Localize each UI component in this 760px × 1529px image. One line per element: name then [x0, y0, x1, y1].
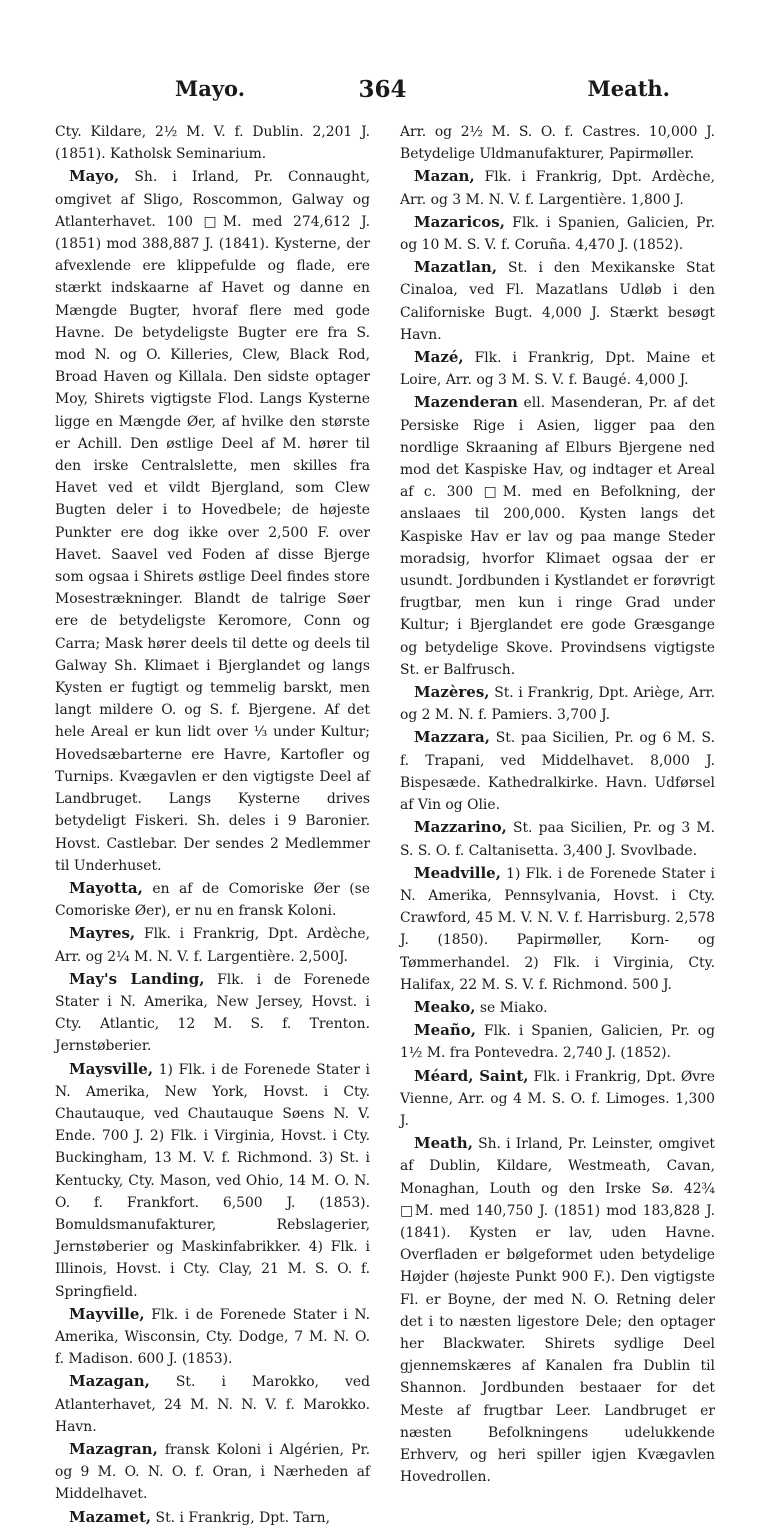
entry-text: Flk. i de Forenede Stater i N. Amerika, Wisconsin, Cty. Dodge, 7 M. N. O. f. Madison. 600 J. (1853).	[55, 1306, 370, 1368]
entry-text: 1) Flk. i de Forenede Stater i N. Amerika, Pennsylvania, Hovst. i Cty. Crawford, 45 M. V. N. V. f. Harrisburg. 2,578 J. (1850). Papirmøller, Korn- og Tømmerhandel. 2) Flk. i Virginia, Cty. Halifax, 22 M. S. V. f. Richmond. 500 J.	[400, 865, 715, 993]
entry-text: ell. Masenderan, Pr. af det Persiske Rige i Asien, ligger paa den nordlige Skraaning af Elburs Bjergene ned mod det Kaspiske Hav, og indtager et Areal af c. 300 □M. med en Befolkning, der anslaaes til 200,000. Kysten langs det Kaspiske Hav er lav og paa mange Steder moradsig, hvorfor Klimaet ogsaa der er usundt. Jordbunden i Kystlandet er forøvrigt frugtbar, men kun i ringe Grad under Kultur; i Bjerglandet ere gode Græsgange og betydelige Skove. Provindsens vigtigste St. er Balfrusch.	[400, 395, 715, 678]
entry-headword: Mazenderan	[414, 393, 518, 412]
entry-text: St. paa Sicilien, Pr. og 6 M. S. f. Trapani, ved Middelhavet. 8,000 J. Bispesæde. Kathedralkirke. Havn. Udførsel af Vin og Olie.	[400, 730, 715, 814]
dictionary-entry	[400, 391, 715, 681]
entry-text: Sh. i Irland, Pr. Leinster, omgivet af Dublin, Kildare, Westmeath, Cavan, Monaghan, Louth og den Irske Sø. 42¾ □M. med 140,750 J. (1851) mod 183,828 J. (1841). Kysten er lav, uden Havne. Overfladen er bølgeformet uden betydelige Højder (højeste Punkt 900 F.). Den vigtigste Fl. er Boyne, der med N. O. Retning deler det i to næsten ligestore Dele; den optager her Blackwater. Shirets sydlige Deel gjennemskæres af Kanalen fra Dublin til Shannon. Jordbunden bestaaer for det Meste af frugtbar Leer. Landbruget er næsten Befolkningens udelukkende Erhverv, og heri spiller igjen Kvægavlen Hovedrollen.	[400, 1136, 715, 1486]
dictionary-entry	[400, 726, 715, 816]
entry-text: St. i den Mexikanske Stat Cinaloa, ved Fl. Mazatlans Udløb i den Californiske Bugt. 4,000 J. Stærkt besøgt Havn.	[400, 260, 715, 343]
dictionary-entry	[55, 1303, 370, 1371]
dictionary-entry	[400, 816, 715, 861]
entry-text: Arr. og 2½ M. S. O. f. Castres. 10,000 J. Betydelige Uldmanufakturer, Papirmøller.	[400, 124, 715, 163]
entry-text: Flk. i Frankrig, Dpt. Maine et Loire, Arr. og 3 M. S. V. f. Baugé. 4,000 J.	[400, 350, 715, 389]
entry-text: en af de Comoriske Øer (se Comoriske Øer), er nu en fransk Koloni.	[55, 880, 370, 920]
entry-headword: Mazères,	[414, 683, 490, 702]
right-column	[400, 121, 715, 1488]
left-column	[55, 121, 370, 1529]
header-left-catchword: Mayo.	[175, 76, 246, 101]
dictionary-entry	[400, 681, 715, 726]
entry-text: St. i Frankrig, Dpt. Ariège, Arr. og 2 M. N. f. Pamiers. 3,700 J.	[400, 685, 715, 724]
entry-headword: Mazaricos,	[414, 212, 505, 231]
entry-headword: Mazatlan,	[414, 258, 498, 277]
entry-headword: Mayres,	[69, 924, 136, 943]
entry-text: Flk. i de Forenede Stater i N. Amerika, New Jersey, Hovst. i Cty. Atlantic, 12 M. S. f. Trenton. Jernstøberier.	[55, 971, 370, 1055]
entry-headword: Mayo,	[69, 167, 120, 186]
dictionary-entry	[55, 922, 370, 967]
entry-text: St. i Frankrig, Dpt. Tarn,	[151, 1509, 330, 1526]
entry-text: St. i Marokko, ved Atlanterhavet, 24 M. N. N. V. f. Marokko. Havn.	[55, 1374, 370, 1435]
entry-headword: Mazamet,	[69, 1507, 152, 1526]
header-right-catchword: Meath.	[587, 76, 670, 101]
dictionary-entry	[55, 1058, 370, 1303]
dictionary-entry	[400, 1132, 715, 1488]
dictionary-entry	[55, 968, 370, 1058]
dictionary-entry	[55, 1438, 370, 1506]
entry-text: Flk. i Frankrig, Dpt. Ardèche, Arr. og 3 M. N. V. f. Largentière. 1,800 J.	[400, 169, 715, 208]
dictionary-entry	[400, 1019, 715, 1064]
dictionary-entry	[400, 121, 715, 165]
entry-text: 1) Flk. i de Forenede Stater i N. Amerika, New York, Hovst. i Cty. Chautauque, ved Chautauque Søens N. V. Ende. 700 J. 2) Flk. i Virginia, Hovst. i Cty. Buckingham, 13 M. V. f. Richmond. 3) St. i Kentucky, Cty. Mason, ved Ohio, 14 M. O. N. O. f. Frankfort. 6,500 J. (1853). Bomuldsmanufakturer, Rebslagerier, Jernstøberier og Maskinfabrikker. 4) Flk. i Illinois, Hovst. i Cty. Clay, 21 M. S. O. f. Springfield.	[55, 1061, 370, 1300]
entry-headword: Meath,	[414, 1134, 473, 1153]
dictionary-entry	[55, 121, 370, 165]
entry-headword: Mayotta,	[69, 878, 143, 897]
entry-text: St. paa Sicilien, Pr. og 3 M. S. S. O. f. Caltanisetta. 3,400 J. Svovlbade.	[400, 820, 715, 859]
dictionary-entry	[55, 877, 370, 922]
entry-headword: Mazzara,	[414, 728, 490, 747]
entry-headword: Meadville,	[414, 863, 501, 882]
page-number: 364	[358, 76, 407, 103]
dictionary-entry	[400, 1065, 715, 1133]
entry-text: Flk. i Frankrig, Dpt. Ardèche, Arr. og 2¼ M. N. V. f. Largentière. 2,500J.	[55, 926, 370, 965]
dictionary-entry	[55, 165, 370, 877]
entry-text: fransk Koloni i Algérien, Pr. og 9 M. O. N. O. f. Oran, i Nærheden af Middelhavet.	[55, 1441, 370, 1503]
entry-headword: May's Landing,	[69, 969, 205, 988]
entry-headword: Mazan,	[414, 167, 475, 186]
dictionary-entry	[400, 165, 715, 210]
entry-headword: Mazagan,	[69, 1372, 150, 1391]
dictionary-entry	[400, 996, 715, 1019]
entry-text: Flk. i Frankrig, Dpt. Øvre Vienne, Arr. og 4 M. S. O. f. Limoges. 1,300 J.	[400, 1068, 715, 1129]
dictionary-entry	[55, 1370, 370, 1438]
entry-headword: Meaño,	[414, 1021, 476, 1040]
entry-text: Flk. i Spanien, Galicien, Pr. og 10 M. S. V. f. Coruña. 4,470 J. (1852).	[400, 214, 715, 254]
entry-headword: Méard, Saint,	[414, 1066, 529, 1085]
entry-headword: Meako,	[414, 997, 476, 1016]
dictionary-entry	[400, 346, 715, 391]
entry-text: se Miako.	[475, 999, 548, 1016]
dictionary-entry	[400, 211, 715, 256]
entry-headword: Mazé,	[414, 348, 464, 367]
entry-headword: Mazagran,	[69, 1439, 158, 1458]
entry-headword: Maysville,	[69, 1059, 154, 1078]
entry-text: Flk. i Spanien, Galicien, Pr. og 1½ M. fra Pontevedra. 2,740 J. (1852).	[400, 1023, 715, 1062]
dictionary-entry	[400, 862, 715, 996]
entry-headword: Mayville,	[69, 1304, 145, 1323]
entry-text: Cty. Kildare, 2½ M. V. f. Dublin. 2,201 J. (1851). Katholsk Seminarium.	[55, 124, 370, 163]
dictionary-entry	[400, 256, 715, 346]
page-header	[55, 76, 710, 110]
entry-headword: Mazzarino,	[414, 818, 507, 837]
entry-text: Sh. i Irland, Pr. Connaught, omgivet af Sligo, Roscommon, Galway og Atlanterhavet. 100 □M. med 274,612 J. (1851) mod 388,887 J. (1841). Kysterne, der afvexlende ere klippefulde og flade, ere stærkt indskaarne af Havet og danne en Mængde Bugter, hvoraf flere med gode Havne. De betydeligste Bugter ere fra S. mod N. og O. Killeries, Clew, Black Rod, Broad Haven og Killala. Den sidste optager Moy, Shirets vigtigste Flod. Langs Kysterne ligge en Mængde Øer, af hvilke den største er Achill. Den østlige Deel af M. hører til den irske Centralslette, men skilles fra Havet ved et vildt Bjergland, som Clew Bugten deler i to Hovedbele; de højeste Punkter ere dog ikke over 2,500 F. over Havet. Saavel ved Foden af disse Bjerge som ogsaa i Shirets østlige Deel findes store Mosestrækninger. Blandt de talrige Søer ere de betydeligste Keromore, Conn og Carra; Mask hører deels til dette og deels til Galway Sh. Klimaet i Bjerglandet og langs Kysten er fugtigt og temmelig barskt, men langt mildere O. og S. f. Bjergene. Af det hele Areal er kun lidt over ⅓ under Kultur; Hovedsæbarterne ere Havre, Kartofler og Turnips. Kvægavlen er den vigtigste Deel af Landbruget. Langs Kysterne drives betydeligt Fiskeri. Sh. deles i 9 Baronier. Hovst. Castlebar. Der sendes 2 Medlemmer til Underhuset.	[55, 169, 370, 874]
dictionary-entry	[55, 1506, 370, 1529]
